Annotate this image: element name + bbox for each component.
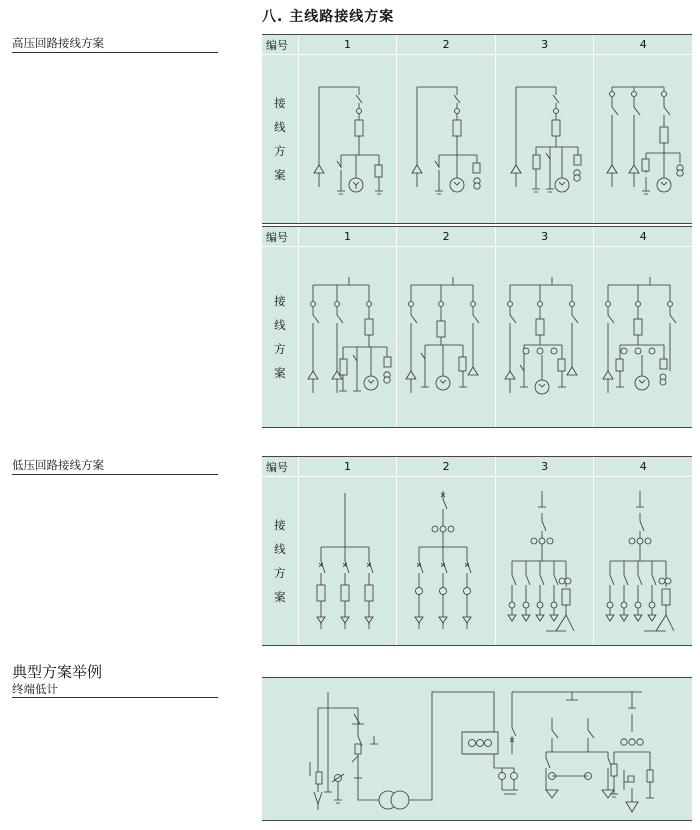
label-char: 线 (274, 542, 286, 556)
label-char: 接 (274, 294, 286, 308)
circuit-diagram (299, 55, 397, 223)
scheme-number: 4 (593, 227, 692, 246)
label-char: 案 (274, 168, 286, 182)
lv-scheme-table (262, 456, 692, 646)
label-char: 线 (274, 318, 286, 332)
scheme-number: 1 (298, 457, 397, 476)
scheme-number: 1 (298, 35, 397, 54)
typical-section-subtitle: 终端低计 (12, 682, 218, 698)
typical-example-diagram (262, 677, 692, 821)
label-char: 接 (274, 518, 286, 532)
circuit-diagram (299, 477, 397, 645)
hv-diagram-8 (593, 247, 692, 427)
scheme-number: 1 (298, 227, 397, 246)
table-header (262, 227, 692, 247)
circuit-diagram (299, 247, 397, 427)
hv-scheme-table-1 (262, 34, 692, 224)
lv-diagram-1 (298, 477, 397, 645)
scheme-number: 2 (396, 35, 495, 54)
hv-diagram-2 (396, 55, 495, 223)
scheme-number: 4 (593, 457, 692, 476)
circuit-diagram (262, 678, 692, 820)
header-label: 编号 (266, 38, 288, 52)
scheme-number: 3 (495, 35, 594, 54)
wiring-scheme-label (262, 477, 298, 645)
label-char: 线 (274, 120, 286, 134)
scheme-number: 3 (495, 227, 594, 246)
circuit-diagram (496, 247, 594, 427)
label-char: 接 (274, 96, 286, 110)
wiring-scheme-label (262, 55, 298, 223)
hv-diagram-6 (396, 247, 495, 427)
circuit-diagram (397, 247, 495, 427)
scheme-number: 3 (495, 457, 594, 476)
circuit-diagram (496, 55, 594, 223)
label-char: 方 (274, 566, 286, 580)
hv-scheme-table-2 (262, 226, 692, 428)
label-char: 方 (274, 342, 286, 356)
circuit-diagram (397, 55, 495, 223)
hv-diagram-1 (298, 55, 397, 223)
circuit-diagram (594, 247, 692, 427)
scheme-number: 2 (396, 457, 495, 476)
circuit-diagram (397, 477, 495, 645)
label-char: 案 (274, 366, 286, 380)
header-label: 编号 (266, 460, 288, 474)
page-title: 八. 主线路接线方案 (262, 9, 395, 25)
header-label: 编号 (266, 230, 288, 244)
hv-diagram-3 (495, 55, 594, 223)
lv-section-label: 低压回路接线方案 (12, 458, 218, 475)
label-char: 方 (274, 144, 286, 158)
hv-section-label: 高压回路接线方案 (12, 36, 218, 53)
hv-diagram-7 (495, 247, 594, 427)
lv-diagram-4 (593, 477, 692, 645)
table-header (262, 457, 692, 477)
hv-diagram-5 (298, 247, 397, 427)
lv-diagram-2 (396, 477, 495, 645)
circuit-diagram (594, 477, 692, 645)
table-header (262, 35, 692, 55)
typical-section-title: 典型方案举例 (12, 663, 103, 681)
scheme-number: 4 (593, 35, 692, 54)
wiring-scheme-label (262, 247, 298, 427)
scheme-number: 2 (396, 227, 495, 246)
hv-diagram-4 (593, 55, 692, 223)
circuit-diagram (594, 55, 692, 223)
label-char: 案 (274, 590, 286, 604)
circuit-diagram (496, 477, 594, 645)
lv-diagram-3 (495, 477, 594, 645)
